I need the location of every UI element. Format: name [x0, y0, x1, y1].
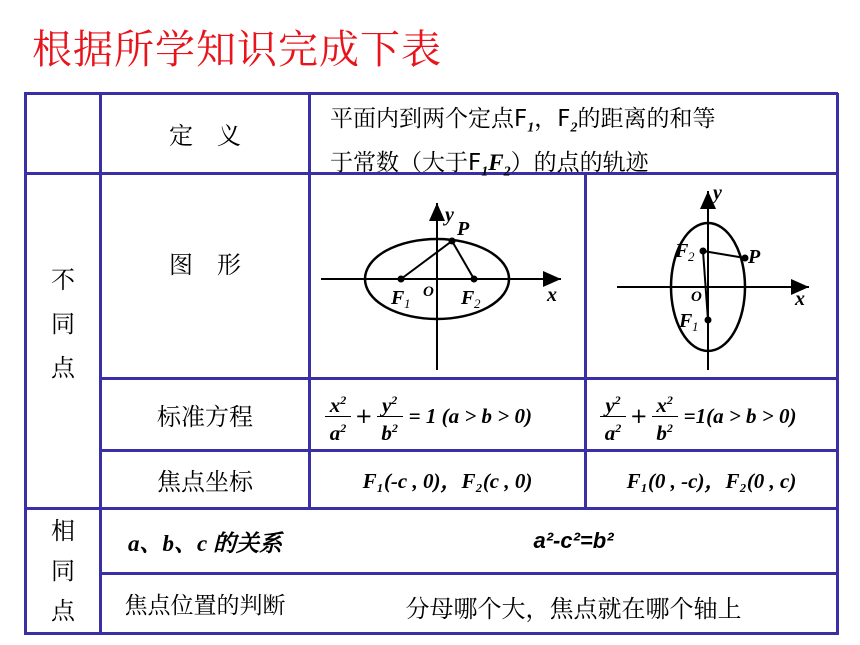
table-border-right: [836, 93, 839, 635]
svg-text:P: P: [748, 246, 761, 268]
svg-text:F: F: [461, 287, 475, 309]
svg-text:O: O: [691, 289, 702, 305]
equation-vertical: $y^2$ $a^2$ + $x^2$ $b^2$ =1(a > b > 0): [600, 388, 797, 444]
svg-text:x: x: [547, 284, 557, 306]
horizontal-ellipse-graph: [311, 175, 584, 377]
page-title: 根据所学知识完成下表: [32, 27, 442, 73]
svg-text:P: P: [457, 218, 470, 240]
group-label-same: 相 同 点: [51, 517, 75, 625]
svg-text:2: 2: [688, 249, 695, 264]
row-label-focus-judgement: 焦点位置的判断: [124, 593, 286, 619]
row-label-standard-equation: 标准方程: [157, 403, 253, 431]
definition-text: 平面内到两个定点$F_1$，$F_2$的距离的和等 于常数（大于$F_1F_2$）的点的轨迹: [330, 106, 716, 180]
equation-horizontal: $x^2$ $a^2$ + $y^2$ $b^2$ = 1 (a > b > 0): [325, 388, 532, 444]
abc-relation-value: a²-c²=b²: [533, 528, 614, 553]
svg-text:O: O: [423, 284, 434, 300]
svg-text:F: F: [391, 287, 405, 309]
focus-judgement-value: 分母哪个大，焦点就在哪个轴上: [405, 594, 742, 623]
row-label-graph: 图 形: [169, 250, 241, 279]
row-label-focus-coordinates: 焦点坐标: [157, 468, 253, 496]
svg-text:2: 2: [474, 296, 481, 311]
svg-text:y: y: [445, 204, 454, 226]
svg-text:1: 1: [404, 296, 411, 311]
row-label-abc-relation: a、b、c 的关系: [128, 530, 282, 556]
svg-text:F: F: [679, 310, 693, 332]
vertical-ellipse-graph: [587, 175, 836, 377]
table-border-bottom: [24, 632, 838, 635]
svg-text:x: x: [795, 288, 805, 310]
group-label-different: 不 同 点: [51, 266, 75, 382]
foci-horizontal: F₁(-c , 0)，F₂(c , 0): [362, 468, 533, 493]
svg-text:1: 1: [692, 319, 699, 334]
svg-text:F: F: [675, 240, 689, 262]
svg-text:y: y: [713, 182, 722, 204]
row-label-definition: 定 义: [169, 122, 241, 150]
foci-vertical: F₁(0 , -c)，F₂(0 , c): [626, 468, 797, 493]
